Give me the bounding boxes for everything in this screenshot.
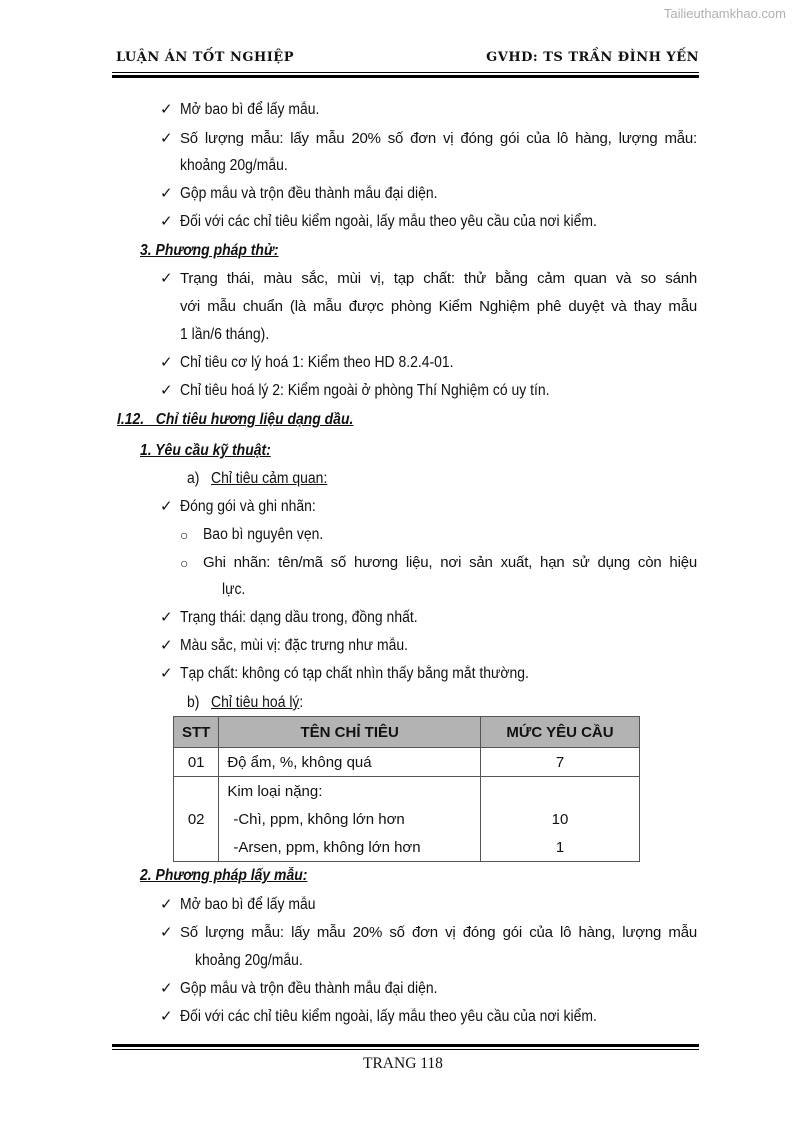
section-heading: 1. Yêu cầu kỹ thuật: xyxy=(140,442,271,459)
cell-value: 7 xyxy=(481,748,640,777)
list-item: Mở bao bì để lấy mẫu. xyxy=(180,101,320,118)
col-header: MỨC YÊU CẦU xyxy=(481,717,640,748)
check-icon: ✓ xyxy=(160,1008,173,1025)
list-item: Gộp mẫu và trộn đều thành mẫu đại diện. xyxy=(180,185,438,202)
list-item: Tạp chất: không có tạp chất nhìn thấy bằng mắt thường. xyxy=(180,665,529,682)
chapter-heading: I.12. Chỉ tiêu hương liệu dạng dầu. xyxy=(117,411,354,428)
section-heading: 2. Phương pháp lấy mẫu: xyxy=(140,867,308,884)
list-item-cont: khoảng 20g/mẫu. xyxy=(195,952,303,969)
sub-label: b) xyxy=(187,694,200,711)
circle-bullet-icon: ○ xyxy=(180,527,189,543)
list-item-cont: khoảng 20g/mẫu. xyxy=(180,157,288,174)
check-icon: ✓ xyxy=(160,270,173,287)
list-item: Chỉ tiêu cơ lý hoá 1: Kiểm theo HD 8.2.4-01. xyxy=(180,354,454,371)
list-item: Đối với các chỉ tiêu kiểm ngoài, lấy mẫu theo yêu cầu của nơi kiểm. xyxy=(180,1008,597,1025)
header-right: GVHD: TS TRẦN ĐÌNH YẾN xyxy=(486,50,699,65)
check-icon: ✓ xyxy=(160,665,173,682)
list-item: Gộp mẫu và trộn đều thành mẫu đại diện. xyxy=(180,980,438,997)
check-icon: ✓ xyxy=(160,896,173,913)
list-item: Chỉ tiêu hoá lý 2: Kiểm ngoài ở phòng Thí Nghiệm có uy tín. xyxy=(180,382,550,399)
list-item: Đối với các chỉ tiêu kiểm ngoài, lấy mẫu theo yêu cầu của nơi kiểm. xyxy=(180,213,597,230)
list-item-cont: với mẫu chuẩn (là mẫu được phòng Kiểm Nghiệm phê duyệt và thay mẫu xyxy=(180,298,697,315)
sub-heading: Chỉ tiêu cảm quan: xyxy=(211,470,328,487)
cell-value: 10 xyxy=(481,805,640,833)
table-row xyxy=(174,748,640,777)
check-icon: ✓ xyxy=(160,382,173,399)
sub-label: a) xyxy=(187,470,200,487)
sub-heading-text: Chỉ tiêu hoá lý xyxy=(211,694,300,711)
table-header-row xyxy=(174,717,640,748)
check-icon: ✓ xyxy=(160,101,173,118)
page-number: TRANG 118 xyxy=(363,1055,443,1072)
watermark: Tailieuthamkhao.com xyxy=(663,6,786,21)
cell-value-empty xyxy=(481,777,640,806)
check-icon: ✓ xyxy=(160,213,173,230)
check-icon: ✓ xyxy=(160,498,173,515)
list-item: Đóng gói và ghi nhãn: xyxy=(180,498,316,515)
check-icon: ✓ xyxy=(160,130,173,147)
check-icon: ✓ xyxy=(160,924,173,941)
cell-name: Kim loại nặng: xyxy=(219,777,481,806)
spec-table xyxy=(173,716,640,862)
col-header: TÊN CHỈ TIÊU xyxy=(219,717,481,748)
check-icon: ✓ xyxy=(160,980,173,997)
list-item: Số lượng mẫu: lấy mẫu 20% số đơn vị đóng gói của lô hàng, lượng mẫu xyxy=(180,924,697,941)
cell-stt: 01 xyxy=(174,748,219,777)
list-item-cont: 1 lần/6 tháng). xyxy=(180,326,270,343)
check-icon: ✓ xyxy=(160,609,173,626)
col-header: STT xyxy=(174,717,219,748)
cell-name: -Arsen, ppm, không lớn hơn xyxy=(219,833,481,862)
list-item-cont: lực. xyxy=(222,581,246,598)
list-item: Mở bao bì để lấy mẫu xyxy=(180,896,316,913)
list-item: Màu sắc, mùi vị: đặc trưng như mẫu. xyxy=(180,637,409,654)
circle-bullet-icon: ○ xyxy=(180,555,189,571)
footer-rule-thin xyxy=(112,1049,699,1050)
cell-stt: 02 xyxy=(174,777,219,862)
sub-heading xyxy=(211,693,303,713)
list-item: Bao bì nguyên vẹn. xyxy=(203,526,324,543)
cell-name: -Chì, ppm, không lớn hơn xyxy=(219,805,481,833)
list-item: Trạng thái: dạng dầu trong, đồng nhất. xyxy=(180,609,418,626)
colon: : xyxy=(299,694,304,711)
section-heading: 3. Phương pháp thử: xyxy=(140,242,279,259)
table-subrow xyxy=(174,805,640,833)
header-rule-thick xyxy=(112,75,699,78)
header-rule-thin xyxy=(112,72,699,73)
table-subrow xyxy=(174,833,640,862)
table-row xyxy=(174,777,640,806)
list-item: Ghi nhãn: tên/mã số hương liệu, nơi sản xuất, hạn sử dụng còn hiệu xyxy=(203,554,697,571)
list-item: Số lượng mẫu: lấy mẫu 20% số đơn vị đóng gói của lô hàng, lượng mẫu: xyxy=(180,130,697,147)
cell-value: 1 xyxy=(481,833,640,862)
footer-rule-thick xyxy=(112,1044,699,1047)
check-icon: ✓ xyxy=(160,185,173,202)
cell-name: Độ ẩm, %, không quá xyxy=(219,748,481,777)
check-icon: ✓ xyxy=(160,354,173,371)
list-item: Trạng thái, màu sắc, mùi vị, tạp chất: thử bằng cảm quan và so sánh xyxy=(180,270,697,287)
header-left: LUẬN ÁN TỐT NGHIỆP xyxy=(116,50,294,65)
check-icon: ✓ xyxy=(160,637,173,654)
